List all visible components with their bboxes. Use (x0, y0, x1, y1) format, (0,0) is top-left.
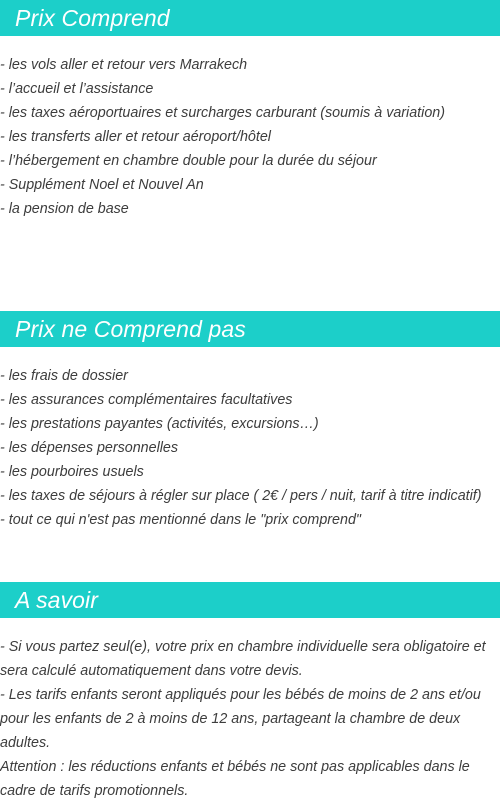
list-item: - les frais de dossier (0, 368, 128, 384)
list-item: - l’accueil et l’assistance (0, 81, 154, 97)
list-item: - les assurances complémentaires facultatives (0, 392, 293, 408)
paragraph: Attention : les réductions enfants et bébés ne sont pas applicables dans le cadre de tarifs promotionnels. (0, 759, 470, 799)
paragraph: - Les tarifs enfants seront appliqués pour les bébés de moins de 2 ans et/ou pour les enfants de 2 à moins de 12 ans, partageant la chambre de deux adultes. (0, 687, 481, 751)
list-item: - les transferts aller et retour aéroport/hôtel (0, 129, 271, 145)
included-list (0, 53, 500, 221)
section-header-a-savoir: A savoir (0, 582, 500, 618)
list-item: - tout ce qui n'est pas mentionné dans le "prix comprend" (0, 512, 361, 528)
excluded-list (0, 364, 500, 532)
list-item: - les vols aller et retour vers Marrakech (0, 57, 248, 73)
list-item: - les dépenses personnelles (0, 440, 179, 456)
paragraph: - Si vous partez seul(e), votre prix en chambre individuelle sera obligatoire et sera calculé automatiquement dans votre devis. (0, 639, 486, 679)
list-item: - les taxes de séjours à régler sur place ( 2€ / pers / nuit, tarif à titre indicatif) (0, 488, 482, 504)
section-header-prix-ne-comprend-pas: Prix ne Comprend pas (0, 311, 500, 347)
a-savoir-text (0, 635, 500, 803)
list-item: - les prestations payantes (activités, excursions…) (0, 416, 319, 432)
list-item: - les pourboires usuels (0, 464, 144, 480)
list-item: - les taxes aéroportuaires et surcharges carburant (soumis à variation) (0, 105, 445, 121)
list-item: - Supplément Noel et Nouvel An (0, 177, 204, 193)
list-item: - la pension de base (0, 201, 129, 217)
list-item: - l’hébergement en chambre double pour la durée du séjour (0, 153, 377, 169)
section-header-prix-comprend: Prix Comprend (0, 0, 500, 36)
